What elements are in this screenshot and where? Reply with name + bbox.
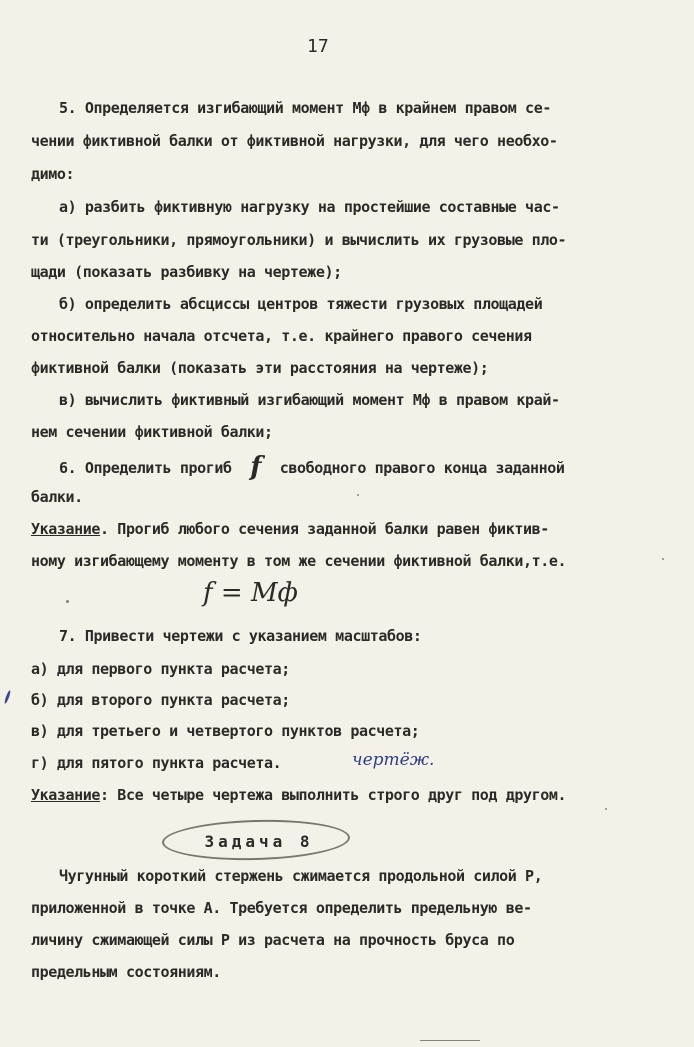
task-8-line-3: личину сжимающей силы Р из расчета на прочность бруса по [31,931,515,949]
pen-mark [4,690,12,704]
speck [605,808,607,810]
note-1-line-2: ному изгибающему моменту в том же сечении фиктивной балки,т.е. [31,552,567,570]
item-a-line-1: а) разбить фиктивную нагрузку на простейшие составные час- [59,198,560,216]
item-v-line-1: в) вычислить фиктивный изгибающий момент Мф в правом край- [59,391,560,409]
note-1-text: . Прогиб любого сечения заданной балки равен фиктив- [100,520,549,538]
item-5-line-1: 5. Определяется изгибающий момент Мф в крайнем правом се- [59,99,551,117]
item-7-b: б) для второго пункта расчета; [31,691,290,709]
item-6-line-2: балки. [31,488,83,506]
item-6-text-pre: 6. Определить прогиб [59,459,232,477]
note-1-label: Указание [31,520,101,538]
item-6-line-1 [59,452,565,482]
speck [662,558,664,560]
item-7-v: в) для третьего и четвертого пунктов расчета; [31,722,420,740]
item-7-g: г) для пятого пункта расчета. [31,754,282,772]
item-7-a: а) для первого пункта расчета; [31,660,290,678]
item-v-line-2: нем сечении фиктивной балки; [31,423,273,441]
deflection-symbol: f [250,452,262,482]
item-5-line-3: димо: [31,165,75,183]
item-a-line-2: ти (треугольники, прямоугольники) и вычислить их грузовые пло- [31,231,567,249]
note-2 [31,785,566,805]
item-7-line-1: 7. Привести чертежи с указанием масштабов: [59,627,422,645]
speck [66,600,69,603]
item-b-line-1: б) определить абсциссы центров тяжести грузовых площадей [59,295,543,313]
note-2-label: Указание [31,786,101,804]
item-a-line-3: щади (показать разбивку на чертеже); [31,263,342,281]
item-6-text-post: свободного правого конца заданной [279,459,565,477]
item-5-line-2: чении фиктивной балки от фиктивной нагрузки, для чего необхо- [31,132,558,150]
task-8-line-1: Чугунный короткий стержень сжимается продольной силой Р, [59,867,543,885]
page-number: 17 [307,36,329,57]
handwritten-formula: f = Мф [203,578,298,608]
handwritten-note: чертёж. [352,750,435,770]
task-8-title: Задача 8 [204,832,314,851]
note-1-line-1 [31,519,549,539]
task-8-line-2: приложенной в точке А. Требуется определить предельную ве- [31,899,532,917]
note-2-text: : Все четыре чертежа выполнить строго друг под другом. [100,786,567,804]
task-8-line-4: предельным состояниям. [31,963,221,981]
speck [357,494,359,496]
item-b-line-2: относительно начала отсчета, т.е. крайнего правого сечения [31,327,532,345]
item-b-line-3: фиктивной балки (показать эти расстояния на чертеже); [31,359,489,377]
edge-mark [420,1040,480,1041]
